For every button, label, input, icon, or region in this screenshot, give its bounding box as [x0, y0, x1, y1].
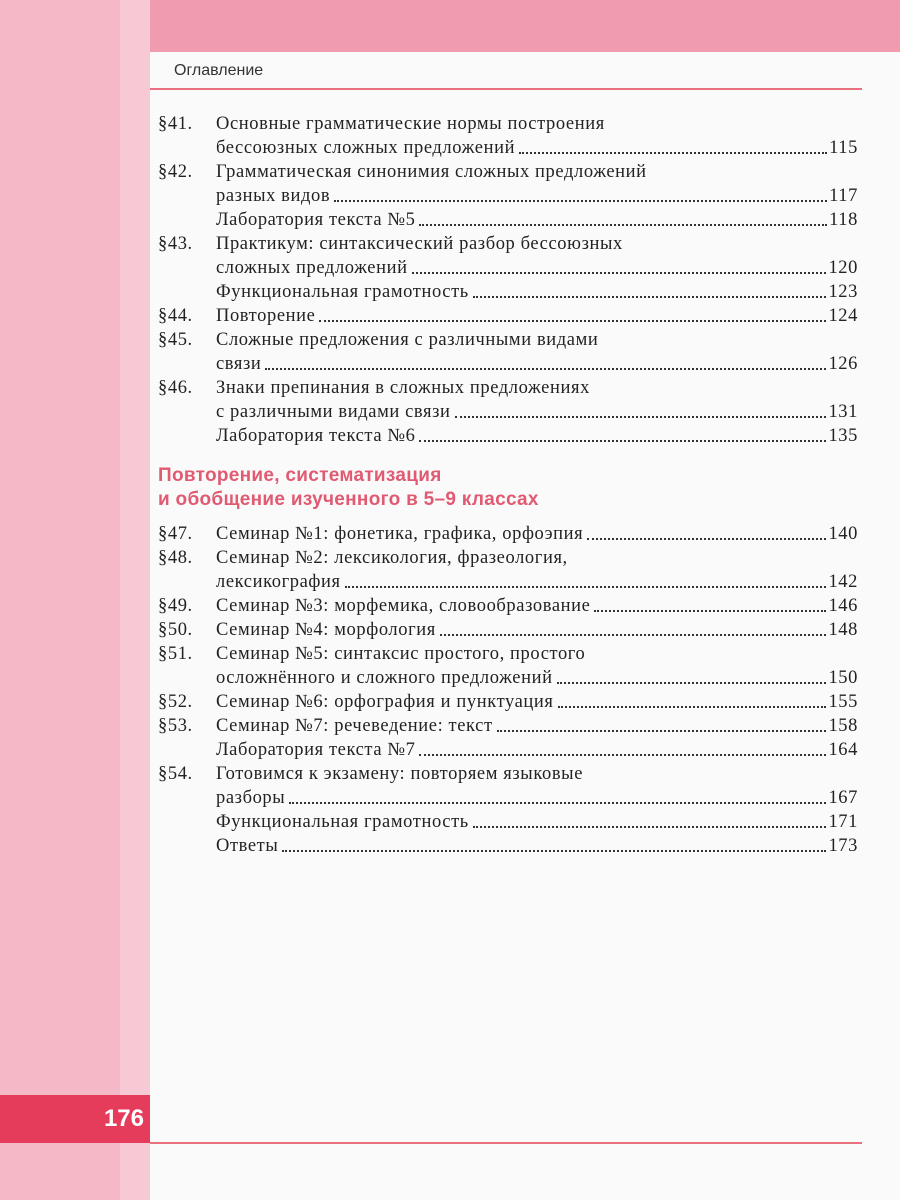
toc-entry-page: 123	[828, 282, 858, 302]
toc-leader-dots	[282, 849, 826, 852]
toc-entry-title: Семинар №1: фонетика, графика, орфоэпия	[216, 524, 584, 544]
toc-entry-title: Семинар №5: синтаксис простого, простого	[216, 644, 586, 664]
toc-entry-title: связи	[216, 354, 262, 374]
toc-entry[interactable]	[158, 328, 858, 376]
toc-entry-page: 120	[828, 258, 858, 278]
top-decorative-bar	[150, 0, 900, 52]
toc-part-1	[158, 112, 858, 448]
toc-entry-line	[158, 618, 858, 642]
toc-leader-dots	[419, 439, 826, 442]
toc-entry-title: Семинар №2: лексикология, фразеология,	[216, 548, 568, 568]
toc-entry-line	[158, 184, 858, 208]
page-number-badge: 176	[0, 1095, 150, 1143]
toc-entry-number: §44.	[158, 306, 193, 326]
toc-entry-line	[158, 690, 858, 714]
toc-entry-title: сложных предложений	[216, 258, 408, 278]
toc-part-2	[158, 522, 858, 858]
toc-entry-line	[158, 714, 858, 738]
toc-entry[interactable]	[158, 112, 858, 160]
toc-entry-title: Грамматическая синонимия сложных предложений	[216, 162, 647, 182]
toc-entry-page: 167	[828, 788, 858, 808]
toc-entry[interactable]	[158, 424, 858, 448]
toc-entry-title: с различными видами связи	[216, 402, 451, 422]
toc-leader-dots	[473, 295, 827, 298]
toc-entry-title: Знаки препинания в сложных предложениях	[216, 378, 590, 398]
toc-entry[interactable]	[158, 160, 858, 208]
toc-leader-dots	[419, 223, 827, 226]
toc-entry-page: 164	[828, 740, 858, 760]
toc-entry-line	[158, 834, 858, 858]
toc-entry-page: 126	[828, 354, 858, 374]
section-heading-line-2: и обобщение изученного в 5–9 классах	[158, 489, 539, 510]
toc-entry-line	[158, 786, 858, 810]
toc-entry-page: 173	[828, 836, 858, 856]
toc-entry-number: §45.	[158, 330, 193, 350]
toc-entry-title: Основные грамматические нормы построения	[216, 114, 605, 134]
toc-leader-dots	[455, 415, 827, 418]
toc-entry-line	[158, 738, 858, 762]
toc-entry-page: 148	[828, 620, 858, 640]
toc-entry-line	[158, 256, 858, 280]
toc-entry-number: §50.	[158, 620, 193, 640]
toc-entry-page: 135	[828, 426, 858, 446]
toc-leader-dots	[497, 729, 827, 732]
toc-entry-line	[158, 112, 858, 136]
toc-entry-page: 131	[828, 402, 858, 422]
toc-entry-title: Функциональная грамотность	[216, 282, 469, 302]
header-divider	[150, 88, 862, 90]
toc-entry-title: разных видов	[216, 186, 331, 206]
toc-entry-line	[158, 328, 858, 352]
toc-leader-dots	[594, 609, 826, 612]
toc-leader-dots	[557, 681, 827, 684]
toc-leader-dots	[334, 199, 827, 202]
section-heading-line-1: Повторение, систематизация	[158, 465, 442, 486]
left-decorative-strip-inner	[120, 0, 150, 1200]
toc-entry-line	[158, 810, 858, 834]
toc-entry-page: 118	[829, 210, 858, 230]
toc-entry-page: 146	[828, 596, 858, 616]
toc-entry-line	[158, 352, 858, 376]
toc-entry[interactable]	[158, 690, 858, 714]
toc-entry-title: Семинар №7: речеведение: текст	[216, 716, 493, 736]
toc-leader-dots	[519, 151, 827, 154]
toc-entry-line	[158, 642, 858, 666]
toc-leader-dots	[419, 753, 826, 756]
toc-entry-title: Сложные предложения с различными видами	[216, 330, 599, 350]
toc-entry-title: Лаборатория текста №7	[216, 740, 416, 760]
toc-entry-page: 158	[828, 716, 858, 736]
toc-entry-line	[158, 376, 858, 400]
toc-entry-line	[158, 666, 858, 690]
toc-entry-title: Лаборатория текста №5	[216, 210, 416, 230]
toc-entry-title: Семинар №6: орфография и пунктуация	[216, 692, 554, 712]
toc-entry-page: 150	[828, 668, 858, 688]
toc-entry-line	[158, 160, 858, 184]
toc-leader-dots	[345, 585, 827, 588]
toc-entry-number: §41.	[158, 114, 193, 134]
toc-leader-dots	[558, 705, 827, 708]
toc-entry[interactable]	[158, 738, 858, 762]
toc-entry-number: §54.	[158, 764, 193, 784]
toc-entry-number: §53.	[158, 716, 193, 736]
toc-entry-number: §42.	[158, 162, 193, 182]
toc-entry[interactable]	[158, 642, 858, 690]
toc-entry-line	[158, 232, 858, 256]
toc-entry[interactable]	[158, 546, 858, 594]
toc-entry[interactable]	[158, 280, 858, 304]
toc-leader-dots	[587, 537, 826, 540]
toc-entry-title: Лаборатория текста №6	[216, 426, 416, 446]
toc-entry-page: 124	[828, 306, 858, 326]
toc-entry-line	[158, 522, 858, 546]
toc-entry-line	[158, 570, 858, 594]
toc-entry[interactable]	[158, 208, 858, 232]
toc-entry-title: Ответы	[216, 836, 279, 856]
toc-entry-line	[158, 762, 858, 786]
page-header: Оглавление	[174, 62, 264, 79]
toc-leader-dots	[319, 319, 826, 322]
toc-entry-page: 140	[828, 524, 858, 544]
toc-entry-page: 171	[828, 812, 858, 832]
toc-entry-title: Практикум: синтаксический разбор бессоюзных	[216, 234, 623, 254]
toc-entry-number: §51.	[158, 644, 193, 664]
toc-entry-line	[158, 136, 858, 160]
toc-leader-dots	[473, 825, 827, 828]
toc-entry-number: §46.	[158, 378, 193, 398]
toc-entry[interactable]	[158, 714, 858, 738]
toc-leader-dots	[440, 633, 827, 636]
table-of-contents	[158, 112, 858, 858]
toc-entry-line	[158, 546, 858, 570]
toc-entry-page: 142	[828, 572, 858, 592]
toc-entry-number: §49.	[158, 596, 193, 616]
toc-entry-page: 155	[828, 692, 858, 712]
toc-leader-dots	[265, 367, 826, 370]
toc-entry-page: 115	[829, 138, 858, 158]
toc-entry-line	[158, 304, 858, 328]
footer-divider	[150, 1142, 862, 1144]
toc-entry-line	[158, 594, 858, 618]
toc-entry-line	[158, 280, 858, 304]
toc-entry-title: бессоюзных сложных предложений	[216, 138, 516, 158]
toc-entry-number: §43.	[158, 234, 193, 254]
toc-entry-title: Функциональная грамотность	[216, 812, 469, 832]
section-heading	[158, 464, 858, 512]
toc-entry[interactable]	[158, 522, 858, 546]
toc-entry-number: §52.	[158, 692, 193, 712]
toc-entry-title: Семинар №4: морфология	[216, 620, 436, 640]
toc-entry[interactable]	[158, 304, 858, 328]
toc-entry-title: осложнённого и сложного предложений	[216, 668, 553, 688]
toc-entry[interactable]	[158, 232, 858, 280]
toc-entry[interactable]	[158, 594, 858, 618]
toc-entry-number: §47.	[158, 524, 193, 544]
toc-leader-dots	[412, 271, 827, 274]
toc-entry-line	[158, 208, 858, 232]
toc-entry-line	[158, 424, 858, 448]
toc-entry-title: разборы	[216, 788, 286, 808]
toc-entry-title: Готовимся к экзамену: повторяем языковые	[216, 764, 583, 784]
toc-entry[interactable]	[158, 834, 858, 858]
toc-entry-number: §48.	[158, 548, 193, 568]
toc-entry[interactable]	[158, 762, 858, 810]
toc-entry-title: Повторение	[216, 306, 316, 326]
toc-entry-title: Семинар №3: морфемика, словообразование	[216, 596, 591, 616]
toc-entry[interactable]	[158, 376, 858, 424]
toc-entry[interactable]	[158, 618, 858, 642]
toc-leader-dots	[289, 801, 826, 804]
toc-entry-page: 117	[829, 186, 858, 206]
toc-entry-title: лексикография	[216, 572, 341, 592]
toc-entry[interactable]	[158, 810, 858, 834]
toc-entry-line	[158, 400, 858, 424]
